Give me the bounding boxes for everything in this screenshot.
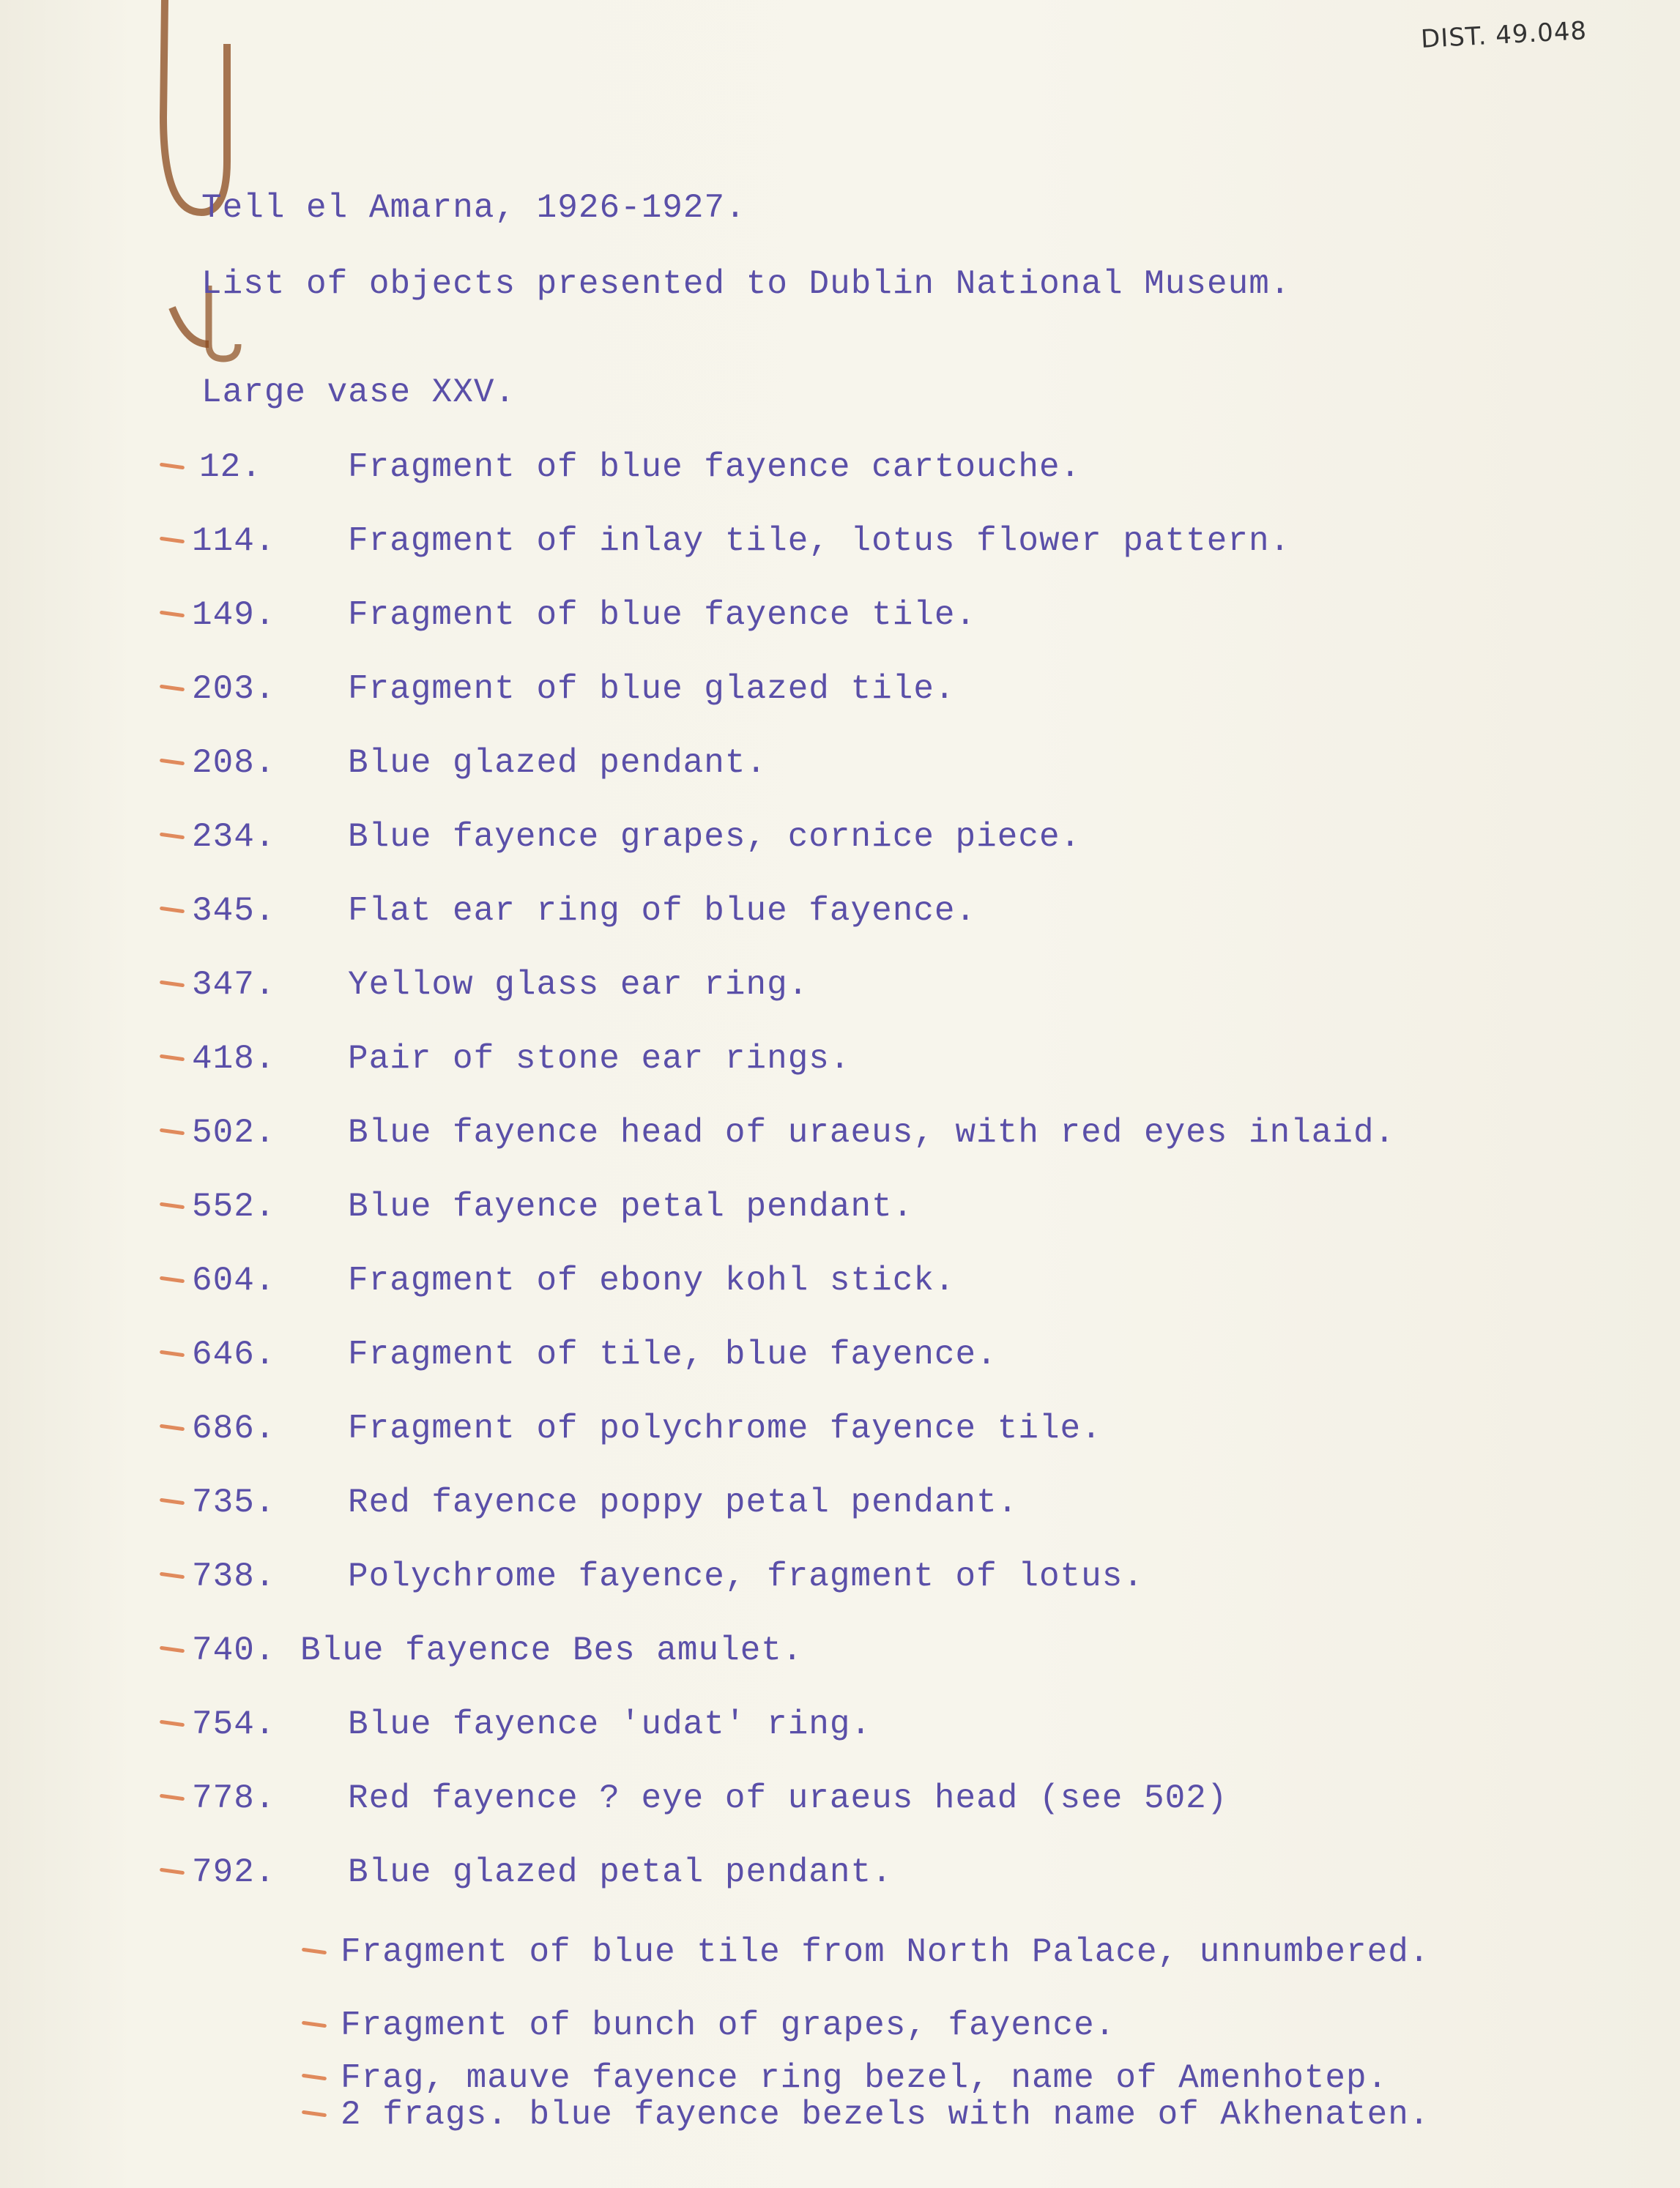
item-number: 12. xyxy=(199,448,262,486)
item-number: 792. xyxy=(192,1853,276,1891)
item-description: Pair of stone ear rings. xyxy=(348,1040,851,1078)
item-description: Fragment of ebony kohl stick. xyxy=(348,1262,956,1300)
catalog-number: DIST. 49.048 xyxy=(1420,16,1588,54)
item-number: 203. xyxy=(192,670,276,708)
item-description: Fragment of blue glazed tile. xyxy=(348,670,956,708)
item-number: 345. xyxy=(192,892,276,930)
item-number: 646. xyxy=(192,1336,276,1374)
item-description: Blue fayence head of uraeus, with red eyes inlaid. xyxy=(348,1114,1396,1152)
item-number: 738. xyxy=(192,1558,276,1596)
unnumbered-item: Frag, mauve fayence ring bezel, name of Amenhotep. xyxy=(341,2059,1389,2097)
item-number: 208. xyxy=(192,744,276,782)
item-number: 234. xyxy=(192,818,276,856)
item-number: 686. xyxy=(192,1410,276,1448)
item-description: Blue fayence grapes, cornice piece. xyxy=(348,818,1082,856)
item-number: 114. xyxy=(192,522,276,560)
section-heading: Large vase XXV. xyxy=(201,373,516,412)
item-description: Blue fayence Bes amulet. xyxy=(300,1631,803,1670)
item-description: Red fayence poppy petal pendant. xyxy=(348,1484,1019,1522)
item-description: Blue fayence petal pendant. xyxy=(348,1188,914,1226)
unnumbered-item: 2 frags. blue fayence bezels with name of Akhenaten. xyxy=(341,2096,1430,2134)
item-number: 735. xyxy=(192,1484,276,1522)
paperclip-rust-mark xyxy=(157,0,245,366)
item-description: Fragment of polychrome fayence tile. xyxy=(348,1410,1102,1448)
item-description: Blue glazed petal pendant. xyxy=(348,1853,893,1891)
item-number: 502. xyxy=(192,1114,276,1152)
item-description: Fragment of blue fayence tile. xyxy=(348,596,977,634)
item-number: 552. xyxy=(192,1188,276,1226)
item-description: Fragment of blue fayence cartouche. xyxy=(348,448,1082,486)
item-number: 347. xyxy=(192,966,276,1004)
unnumbered-item: Fragment of blue tile from North Palace, unnumbered. xyxy=(341,1933,1430,1971)
document-title: Tell el Amarna, 1926-1927. xyxy=(201,189,746,227)
item-number: 740. xyxy=(192,1631,276,1670)
item-description: Fragment of inlay tile, lotus flower pattern. xyxy=(348,522,1291,560)
document-subtitle: List of objects presented to Dublin National Museum. xyxy=(201,265,1291,303)
item-description: Blue glazed pendant. xyxy=(348,744,767,782)
item-number: 754. xyxy=(192,1705,276,1744)
item-number: 778. xyxy=(192,1779,276,1817)
item-number: 149. xyxy=(192,596,276,634)
item-description: Polychrome fayence, fragment of lotus. xyxy=(348,1558,1144,1596)
item-description: Red fayence ? eye of uraeus head (see 502) xyxy=(348,1779,1228,1817)
item-description: Flat ear ring of blue fayence. xyxy=(348,892,977,930)
unnumbered-item: Fragment of bunch of grapes, fayence. xyxy=(341,2006,1116,2044)
item-description: Blue fayence 'udat' ring. xyxy=(348,1705,872,1744)
item-description: Fragment of tile, blue fayence. xyxy=(348,1336,997,1374)
item-description: Yellow glass ear ring. xyxy=(348,966,809,1004)
item-number: 418. xyxy=(192,1040,276,1078)
item-number: 604. xyxy=(192,1262,276,1300)
